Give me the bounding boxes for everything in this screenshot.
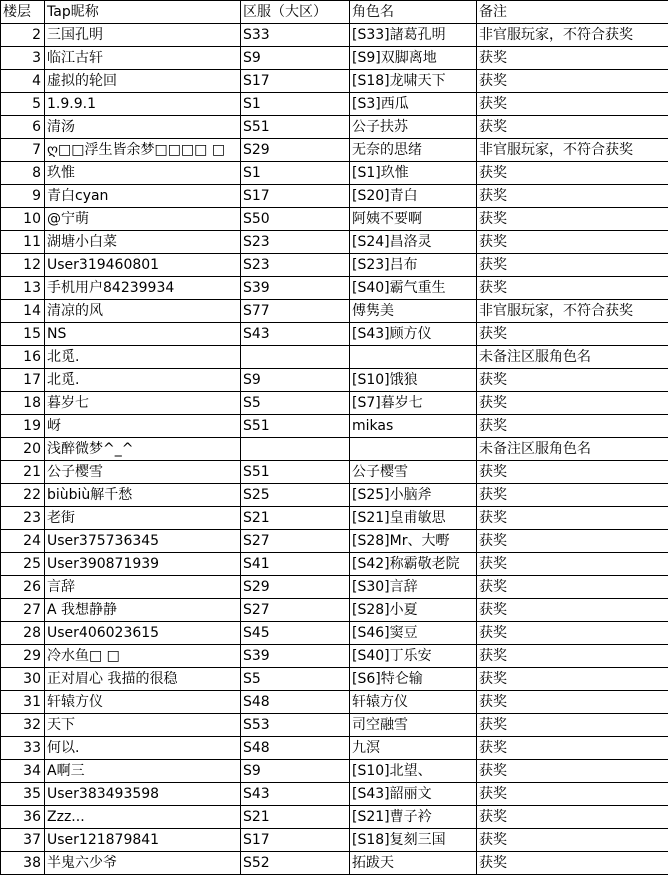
table-row xyxy=(1,392,668,415)
floor-cell: 13 xyxy=(1,277,45,300)
tap-nickname-cell: 1.9.9.1 xyxy=(45,93,241,116)
remark-cell: 获奖 xyxy=(477,484,668,507)
table-row xyxy=(1,346,668,369)
header-server: 区服（大区） xyxy=(241,1,350,24)
server-cell: S43 xyxy=(241,783,350,806)
floor-cell: 29 xyxy=(1,645,45,668)
tap-nickname-cell: 暮岁七 xyxy=(45,392,241,415)
floor-cell: 5 xyxy=(1,93,45,116)
remark-cell: 获奖 xyxy=(477,185,668,208)
remark-cell: 非官服玩家，不符合获奖 xyxy=(477,139,668,162)
header-tap-nickname: Tap昵称 xyxy=(45,1,241,24)
character-name-cell: mikas xyxy=(350,415,477,438)
character-name-cell: [S42]称霸敬老院 xyxy=(350,553,477,576)
header-remark: 备注 xyxy=(477,1,668,24)
character-name-cell: [S28]小夏 xyxy=(350,599,477,622)
tap-nickname-cell: 言辞 xyxy=(45,576,241,599)
character-name-cell: [S9]双脚离地 xyxy=(350,47,477,70)
server-cell: S39 xyxy=(241,277,350,300)
floor-cell: 27 xyxy=(1,599,45,622)
character-name-cell: 公子扶苏 xyxy=(350,116,477,139)
floor-cell: 36 xyxy=(1,806,45,829)
floor-cell: 30 xyxy=(1,668,45,691)
remark-cell: 获奖 xyxy=(477,691,668,714)
remark-cell: 获奖 xyxy=(477,645,668,668)
character-name-cell: [S23]吕布 xyxy=(350,254,477,277)
remark-cell: 获奖 xyxy=(477,530,668,553)
remark-cell: 获奖 xyxy=(477,576,668,599)
remark-cell: 获奖 xyxy=(477,461,668,484)
table-body xyxy=(1,24,668,875)
floor-cell: 37 xyxy=(1,829,45,852)
tap-nickname-cell: A 我想静静 xyxy=(45,599,241,622)
character-name-cell xyxy=(350,346,477,369)
server-cell: S17 xyxy=(241,185,350,208)
remark-cell: 未备注区服角色名 xyxy=(477,438,668,461)
character-name-cell: 傅隽美 xyxy=(350,300,477,323)
character-name-cell: 公子樱雪 xyxy=(350,461,477,484)
table-row xyxy=(1,323,668,346)
remark-cell: 获奖 xyxy=(477,829,668,852)
header-row xyxy=(1,1,668,24)
table-row xyxy=(1,254,668,277)
remark-cell: 获奖 xyxy=(477,254,668,277)
table-row xyxy=(1,70,668,93)
tap-nickname-cell: 北觅. xyxy=(45,346,241,369)
floor-cell: 11 xyxy=(1,231,45,254)
tap-nickname-cell: ღ□□浮生皆余梦□□□□ □ xyxy=(45,139,241,162)
floor-cell: 15 xyxy=(1,323,45,346)
floor-cell: 16 xyxy=(1,346,45,369)
remark-cell: 获奖 xyxy=(477,392,668,415)
remark-cell: 获奖 xyxy=(477,714,668,737)
character-name-cell: [S40]丁乐安 xyxy=(350,645,477,668)
table-row xyxy=(1,47,668,70)
remark-cell: 获奖 xyxy=(477,369,668,392)
table-row xyxy=(1,714,668,737)
tap-nickname-cell: 玖惟 xyxy=(45,162,241,185)
server-cell: S21 xyxy=(241,806,350,829)
server-cell: S23 xyxy=(241,254,350,277)
tap-nickname-cell: User319460801 xyxy=(45,254,241,277)
remark-cell: 获奖 xyxy=(477,231,668,254)
remark-cell: 获奖 xyxy=(477,162,668,185)
floor-cell: 14 xyxy=(1,300,45,323)
remark-cell: 获奖 xyxy=(477,93,668,116)
remark-cell: 获奖 xyxy=(477,852,668,875)
table-row xyxy=(1,645,668,668)
header-character-name: 角色名 xyxy=(350,1,477,24)
tap-nickname-cell: User406023615 xyxy=(45,622,241,645)
tap-nickname-cell: 天下 xyxy=(45,714,241,737)
server-cell: S43 xyxy=(241,323,350,346)
server-cell: S17 xyxy=(241,70,350,93)
tap-nickname-cell: 轩辕方仪 xyxy=(45,691,241,714)
character-name-cell: [S43]顾方仪 xyxy=(350,323,477,346)
remark-cell: 获奖 xyxy=(477,323,668,346)
character-name-cell: [S7]暮岁七 xyxy=(350,392,477,415)
table-row xyxy=(1,208,668,231)
server-cell: S29 xyxy=(241,576,350,599)
tap-nickname-cell: 清凉的风 xyxy=(45,300,241,323)
server-cell: S17 xyxy=(241,829,350,852)
table-row xyxy=(1,162,668,185)
floor-cell: 17 xyxy=(1,369,45,392)
tap-nickname-cell: User390871939 xyxy=(45,553,241,576)
server-cell: S48 xyxy=(241,737,350,760)
floor-cell: 34 xyxy=(1,760,45,783)
table-row xyxy=(1,599,668,622)
server-cell xyxy=(241,346,350,369)
remark-cell: 获奖 xyxy=(477,783,668,806)
table-row xyxy=(1,461,668,484)
tap-nickname-cell: 岈 xyxy=(45,415,241,438)
tap-nickname-cell: 湖塘小白菜 xyxy=(45,231,241,254)
floor-cell: 7 xyxy=(1,139,45,162)
server-cell: S1 xyxy=(241,162,350,185)
tap-nickname-cell: @宁萌 xyxy=(45,208,241,231)
tap-nickname-cell: NS xyxy=(45,323,241,346)
character-name-cell: 拓跋天 xyxy=(350,852,477,875)
character-name-cell: [S20]青白 xyxy=(350,185,477,208)
server-cell: S27 xyxy=(241,599,350,622)
server-cell: S33 xyxy=(241,24,350,47)
remark-cell: 获奖 xyxy=(477,415,668,438)
character-name-cell: [S46]窦豆 xyxy=(350,622,477,645)
tap-nickname-cell: 冷水鱼□ □ xyxy=(45,645,241,668)
remark-cell: 获奖 xyxy=(477,760,668,783)
server-cell: S29 xyxy=(241,139,350,162)
floor-cell: 2 xyxy=(1,24,45,47)
server-cell: S1 xyxy=(241,93,350,116)
character-name-cell: [S40]霸气重生 xyxy=(350,277,477,300)
table-row xyxy=(1,668,668,691)
character-name-cell: [S18]复刻三国 xyxy=(350,829,477,852)
character-name-cell: [S25]小脑斧 xyxy=(350,484,477,507)
floor-cell: 4 xyxy=(1,70,45,93)
floor-cell: 24 xyxy=(1,530,45,553)
remark-cell: 获奖 xyxy=(477,806,668,829)
character-name-cell: [S10]饿狼 xyxy=(350,369,477,392)
table-row xyxy=(1,116,668,139)
floor-cell: 20 xyxy=(1,438,45,461)
floor-cell: 22 xyxy=(1,484,45,507)
remark-cell: 获奖 xyxy=(477,507,668,530)
floor-cell: 9 xyxy=(1,185,45,208)
server-cell: S25 xyxy=(241,484,350,507)
server-cell: S41 xyxy=(241,553,350,576)
character-name-cell: 轩辕方仪 xyxy=(350,691,477,714)
remark-cell: 获奖 xyxy=(477,208,668,231)
tap-nickname-cell: 手机用户84239934 xyxy=(45,277,241,300)
remark-cell: 获奖 xyxy=(477,668,668,691)
server-cell: S45 xyxy=(241,622,350,645)
server-cell: S9 xyxy=(241,369,350,392)
floor-cell: 3 xyxy=(1,47,45,70)
server-cell: S5 xyxy=(241,392,350,415)
server-cell: S5 xyxy=(241,668,350,691)
character-name-cell: [S21]曹子衿 xyxy=(350,806,477,829)
floor-cell: 19 xyxy=(1,415,45,438)
remark-cell: 未备注区服角色名 xyxy=(477,346,668,369)
floor-cell: 35 xyxy=(1,783,45,806)
remark-cell: 获奖 xyxy=(477,553,668,576)
character-name-cell: [S30]言辞 xyxy=(350,576,477,599)
server-cell: S51 xyxy=(241,461,350,484)
server-cell: S51 xyxy=(241,116,350,139)
table-row xyxy=(1,829,668,852)
tap-nickname-cell: 公子樱雪 xyxy=(45,461,241,484)
server-cell xyxy=(241,438,350,461)
server-cell: S52 xyxy=(241,852,350,875)
table-row xyxy=(1,231,668,254)
server-cell: S23 xyxy=(241,231,350,254)
server-cell: S77 xyxy=(241,300,350,323)
character-name-cell: [S18]龙啸天下 xyxy=(350,70,477,93)
floor-cell: 33 xyxy=(1,737,45,760)
character-name-cell: 无奈的思绪 xyxy=(350,139,477,162)
server-cell: S9 xyxy=(241,760,350,783)
tap-nickname-cell: 三国孔明 xyxy=(45,24,241,47)
table-row xyxy=(1,576,668,599)
character-name-cell: [S1]玖惟 xyxy=(350,162,477,185)
tap-nickname-cell: Zzz... xyxy=(45,806,241,829)
remark-cell: 获奖 xyxy=(477,116,668,139)
floor-cell: 18 xyxy=(1,392,45,415)
server-cell: S51 xyxy=(241,415,350,438)
tap-nickname-cell: 老街 xyxy=(45,507,241,530)
tap-nickname-cell: 清汤 xyxy=(45,116,241,139)
table-row xyxy=(1,369,668,392)
table-row xyxy=(1,530,668,553)
remark-cell: 获奖 xyxy=(477,47,668,70)
server-cell: S21 xyxy=(241,507,350,530)
tap-nickname-cell: 虚拟的轮回 xyxy=(45,70,241,93)
remark-cell: 获奖 xyxy=(477,737,668,760)
table-row xyxy=(1,691,668,714)
table-row xyxy=(1,277,668,300)
tap-nickname-cell: biùbiù解千愁 xyxy=(45,484,241,507)
floor-cell: 25 xyxy=(1,553,45,576)
floor-cell: 26 xyxy=(1,576,45,599)
server-cell: S39 xyxy=(241,645,350,668)
table-row xyxy=(1,300,668,323)
table-row xyxy=(1,139,668,162)
remark-cell: 获奖 xyxy=(477,622,668,645)
table-row xyxy=(1,415,668,438)
floor-cell: 6 xyxy=(1,116,45,139)
character-name-cell: 九溟 xyxy=(350,737,477,760)
character-name-cell: [S10]北望、 xyxy=(350,760,477,783)
table-row xyxy=(1,737,668,760)
character-name-cell: [S21]皇甫敏思 xyxy=(350,507,477,530)
floor-cell: 23 xyxy=(1,507,45,530)
floor-cell: 12 xyxy=(1,254,45,277)
floor-cell: 8 xyxy=(1,162,45,185)
server-cell: S27 xyxy=(241,530,350,553)
floor-cell: 32 xyxy=(1,714,45,737)
table-row xyxy=(1,783,668,806)
tap-nickname-cell: A啊三 xyxy=(45,760,241,783)
table-row xyxy=(1,852,668,875)
character-name-cell: [S33]諸葛孔明 xyxy=(350,24,477,47)
character-name-cell: [S3]西瓜 xyxy=(350,93,477,116)
tap-nickname-cell: User383493598 xyxy=(45,783,241,806)
tap-nickname-cell: User121879841 xyxy=(45,829,241,852)
server-cell: S53 xyxy=(241,714,350,737)
character-name-cell: 司空融雪 xyxy=(350,714,477,737)
tap-nickname-cell: 浅醉微梦^_^ xyxy=(45,438,241,461)
remark-cell: 获奖 xyxy=(477,277,668,300)
server-cell: S48 xyxy=(241,691,350,714)
tap-nickname-cell: 半鬼六少爷 xyxy=(45,852,241,875)
character-name-cell: [S28]Mr、大嘢 xyxy=(350,530,477,553)
table-row xyxy=(1,438,668,461)
server-cell: S50 xyxy=(241,208,350,231)
floor-cell: 31 xyxy=(1,691,45,714)
table-row xyxy=(1,484,668,507)
header-floor: 楼层 xyxy=(1,1,45,24)
tap-nickname-cell: 正对眉心 我描的很稳 xyxy=(45,668,241,691)
tap-nickname-cell: User375736345 xyxy=(45,530,241,553)
tap-nickname-cell: 北觅. xyxy=(45,369,241,392)
tap-nickname-cell: 青白cyan xyxy=(45,185,241,208)
tap-nickname-cell: 何以. xyxy=(45,737,241,760)
floor-cell: 10 xyxy=(1,208,45,231)
table-row xyxy=(1,24,668,47)
remark-cell: 获奖 xyxy=(477,70,668,93)
floor-cell: 38 xyxy=(1,852,45,875)
character-name-cell xyxy=(350,438,477,461)
server-cell: S9 xyxy=(241,47,350,70)
remark-cell: 非官服玩家，不符合获奖 xyxy=(477,300,668,323)
character-name-cell: [S24]昌洛灵 xyxy=(350,231,477,254)
floor-cell: 28 xyxy=(1,622,45,645)
character-name-cell: 阿姨不要啊 xyxy=(350,208,477,231)
table-row xyxy=(1,622,668,645)
remark-cell: 非官服玩家，不符合获奖 xyxy=(477,24,668,47)
remark-cell: 获奖 xyxy=(477,599,668,622)
table-row xyxy=(1,185,668,208)
floor-cell: 21 xyxy=(1,461,45,484)
tap-nickname-cell: 临江古轩 xyxy=(45,47,241,70)
character-name-cell: [S6]特仑输 xyxy=(350,668,477,691)
table-row xyxy=(1,806,668,829)
character-name-cell: [S43]韶丽文 xyxy=(350,783,477,806)
table-row xyxy=(1,507,668,530)
table-row xyxy=(1,760,668,783)
table-row xyxy=(1,553,668,576)
table-row xyxy=(1,93,668,116)
